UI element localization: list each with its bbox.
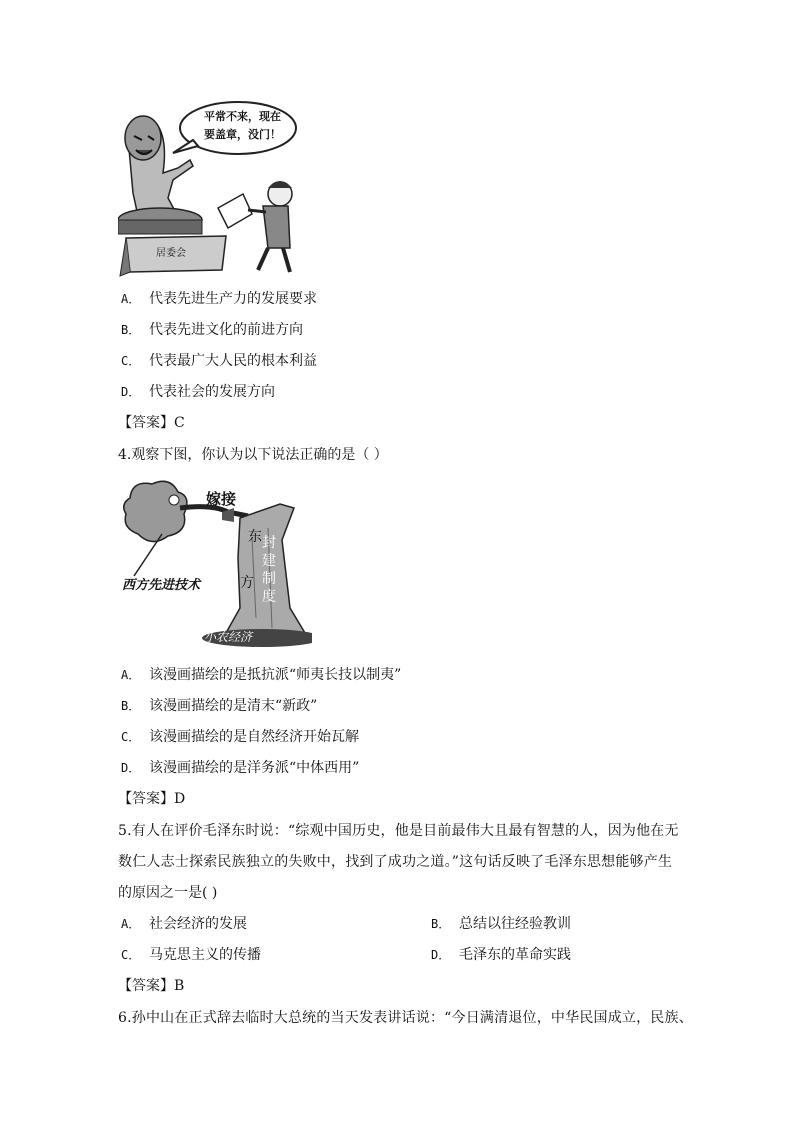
trunk-char-direction: 方: [240, 575, 254, 591]
q5-stem-line-1: 5.有人在评价毛泽东时说：“综观中国历史，他是目前最伟大且最有智慧的人，因为他在无: [118, 823, 679, 839]
option-letter: D．: [121, 385, 141, 399]
trunk-vertical-label: 封建制度: [262, 535, 276, 605]
q4-option-d: [121, 758, 359, 778]
q3-option-a: [121, 289, 317, 309]
option-letter: C．: [121, 354, 141, 368]
cartoon-graft-tree: [122, 478, 312, 648]
option-text: 代表社会的发展方向: [149, 384, 275, 400]
q6-stem: 6.孙中山在正式辞去临时大总统的当天发表讲话说：“今日满清退位，中华民国成立，民族、: [118, 1010, 693, 1026]
q5-answer: 【答案】B: [118, 978, 185, 994]
option-text: 该漫画描绘的是清末“新政”: [149, 698, 318, 714]
speech-line-2: 要盖章，没门！: [204, 128, 281, 141]
option-letter: D．: [431, 948, 451, 962]
cartoon-stamp-official: [118, 98, 302, 278]
option-text: 代表先进文化的前进方向: [149, 322, 303, 338]
option-text: 该漫画描绘的是洋务派“中体西用”: [149, 760, 360, 776]
q4-stem: 4.观察下图，你认为以下说法正确的是（ ）: [118, 447, 388, 463]
option-text: 总结以往经验教训: [459, 916, 571, 932]
speech-line-1: 平常不来，现在: [204, 110, 281, 123]
q4-option-a: [121, 665, 401, 685]
q4-option-c: [121, 727, 359, 747]
label-graft: 嫁接: [206, 490, 237, 508]
trunk-char-east: 东: [248, 529, 262, 545]
q5-option-a: [121, 914, 247, 934]
option-text: 该漫画描绘的是抵抗派“师夷长技以制夷”: [149, 667, 402, 683]
q5-stem-line-3: 的原因之一是( ): [118, 885, 218, 901]
q5-option-c: [121, 945, 261, 965]
option-letter: A．: [121, 917, 141, 931]
q3-option-c: [121, 351, 317, 371]
q3-option-b: [121, 320, 303, 340]
q3-answer: 【答案】C: [118, 415, 185, 431]
option-text: 该漫画描绘的是自然经济开始瓦解: [149, 729, 359, 745]
option-text: 代表最广大人民的根本利益: [149, 353, 317, 369]
q4-option-b: [121, 696, 317, 716]
q5-option-d: [431, 945, 571, 965]
desk-label: 居委会: [156, 248, 186, 259]
option-letter: D．: [121, 761, 141, 775]
option-letter: A．: [121, 292, 141, 306]
option-text: 毛泽东的革命实践: [459, 947, 571, 963]
q5-stem-line-2: 数仁人志士探索民族独立的失败中，找到了成功之道。”这句话反映了毛泽东思想能够产生: [118, 854, 673, 870]
option-letter: C．: [121, 948, 141, 962]
option-text: 马克思主义的传播: [149, 947, 261, 963]
option-letter: C．: [121, 730, 141, 744]
option-text: 社会经济的发展: [149, 916, 247, 932]
option-text: 代表先进生产力的发展要求: [149, 291, 317, 307]
option-letter: B．: [431, 917, 451, 931]
q4-answer: 【答案】D: [118, 791, 186, 807]
label-small-peasant-economy: 小农经济: [204, 630, 253, 644]
option-letter: A．: [121, 668, 141, 682]
q5-option-b: [431, 914, 571, 934]
option-letter: B．: [121, 323, 141, 337]
label-west-tech: 西方先进技术: [122, 578, 201, 593]
q3-option-d: [121, 382, 275, 402]
option-letter: B．: [121, 699, 141, 713]
